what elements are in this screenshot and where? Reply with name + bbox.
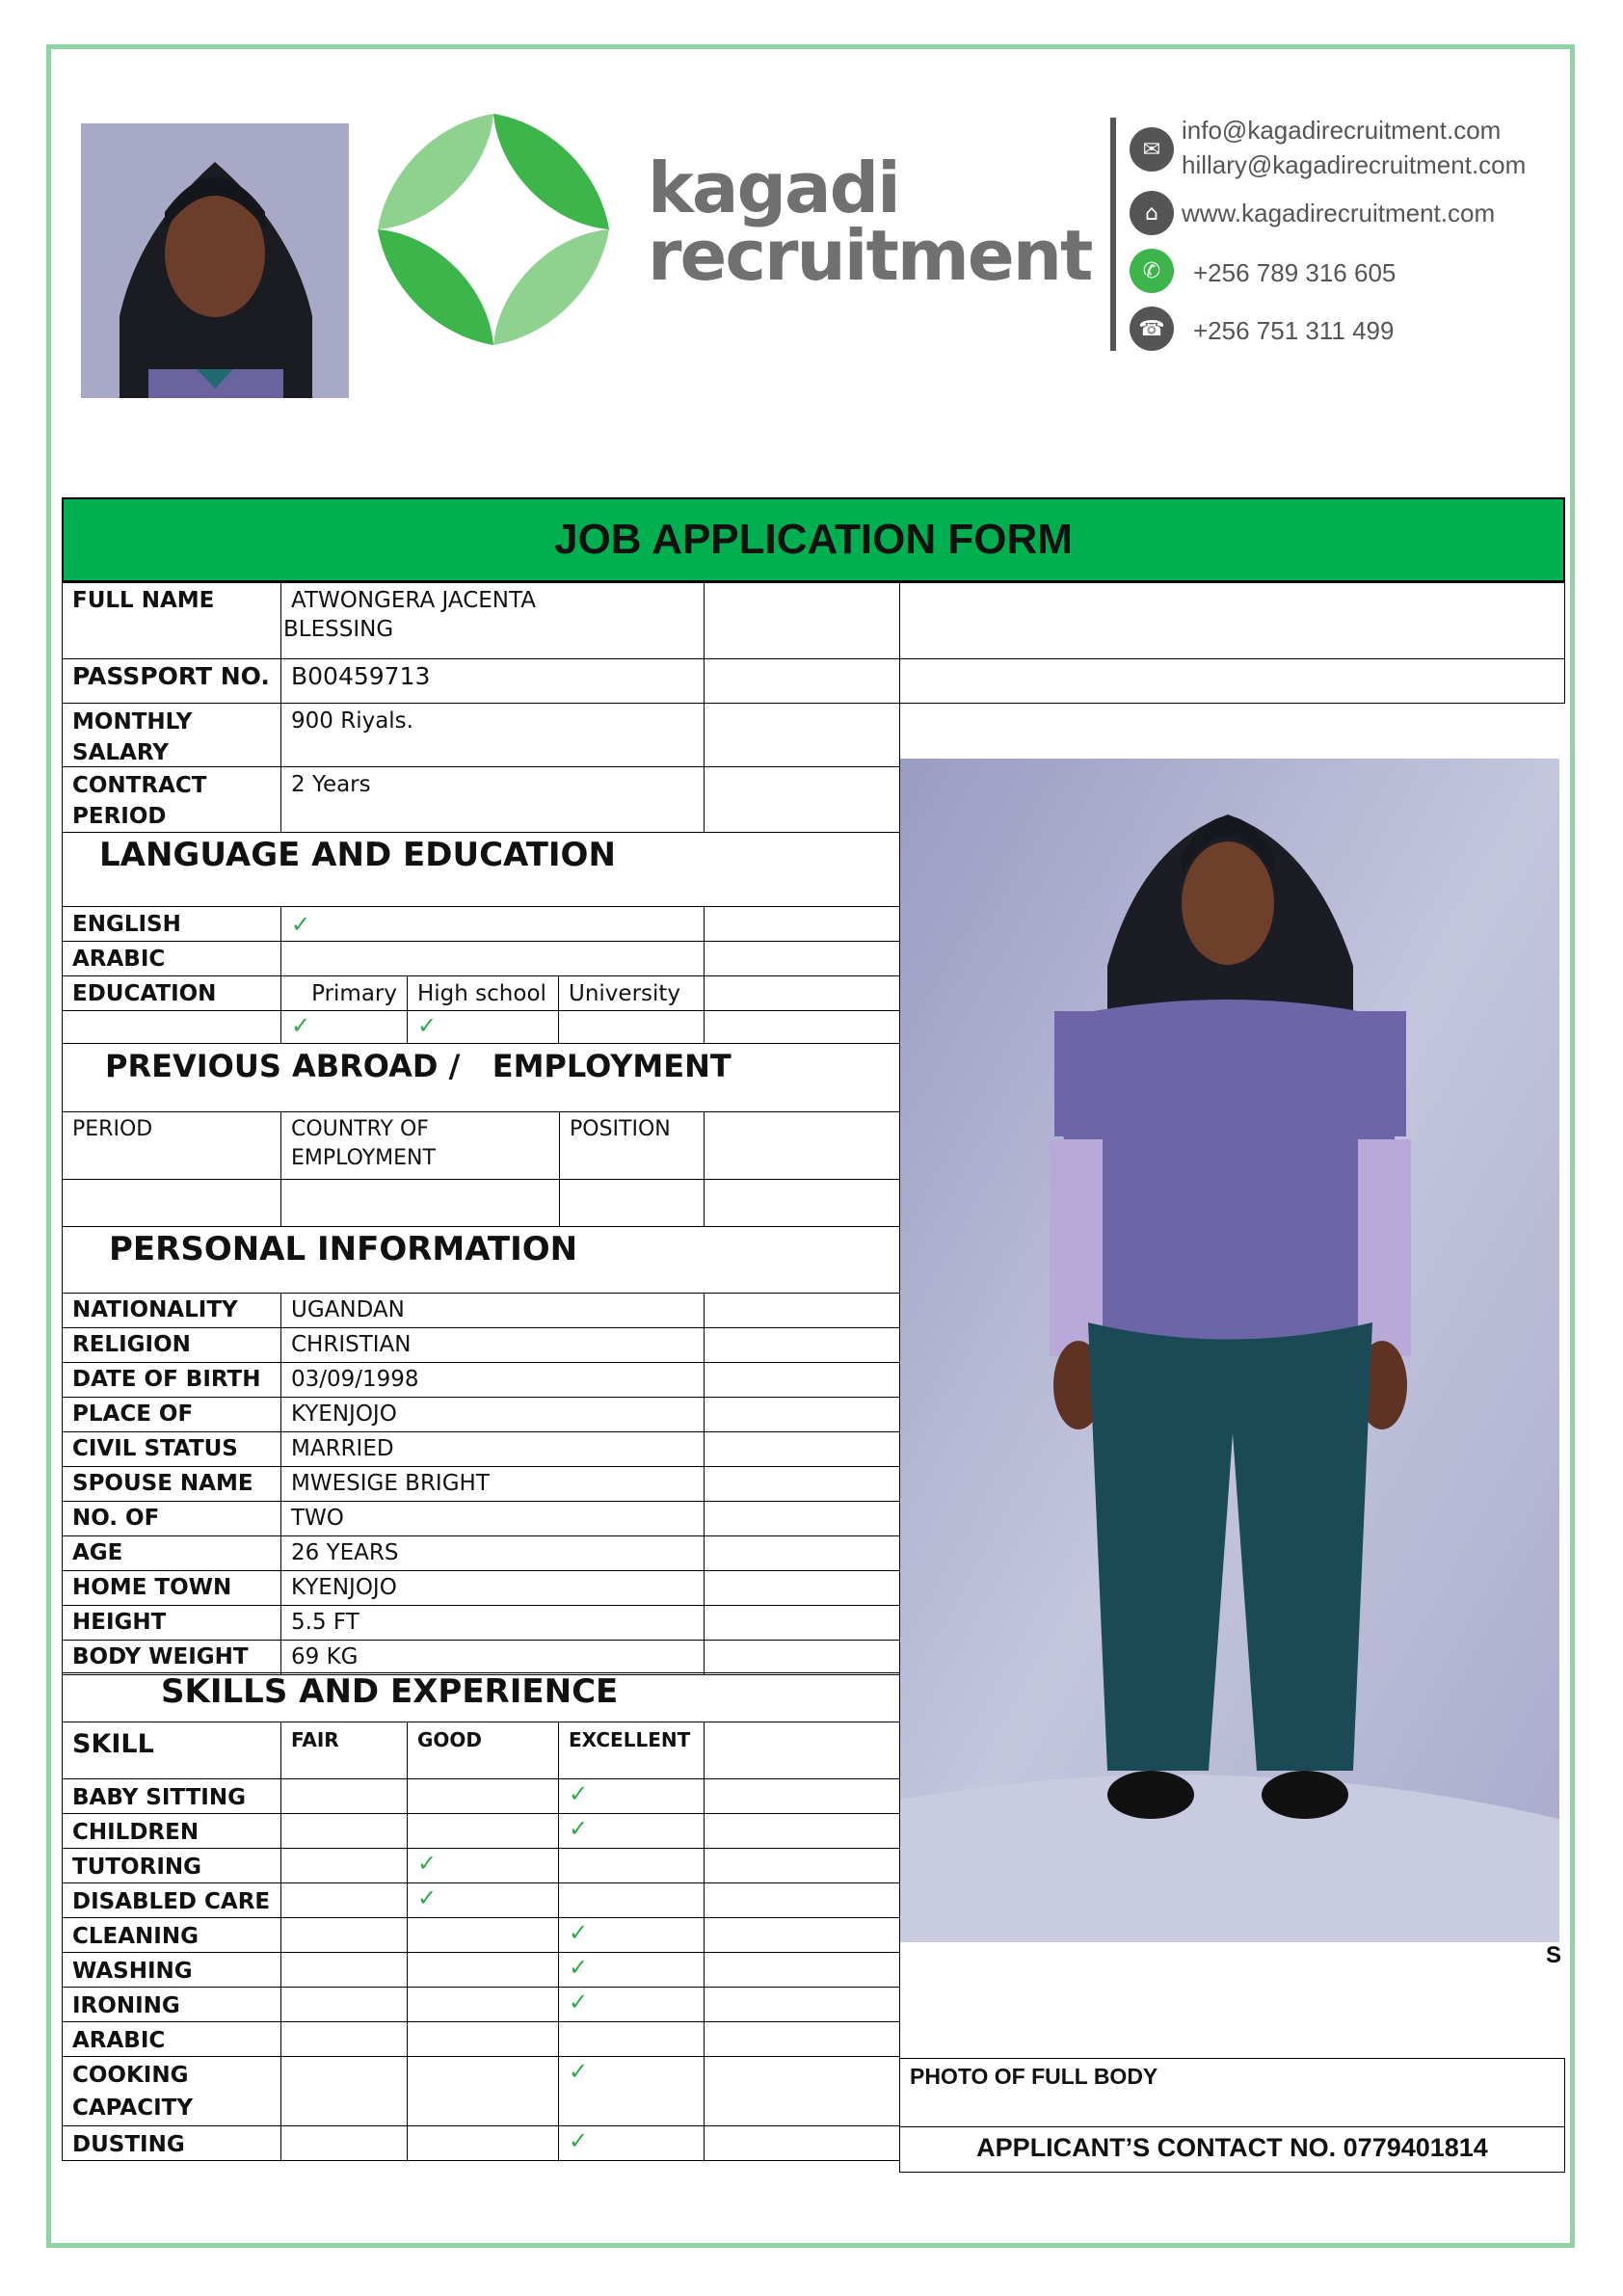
personal-heading: PERSONAL INFORMATION bbox=[62, 1226, 900, 1294]
skill-level-cell bbox=[280, 1813, 408, 1849]
full-body-photo bbox=[900, 759, 1559, 1942]
skill-level-cell bbox=[558, 1987, 705, 2022]
skill-level-cell bbox=[558, 1882, 705, 1918]
check-icon: ✓ bbox=[291, 1012, 311, 1039]
stray-letter: S bbox=[1546, 1942, 1562, 1968]
form-title-banner bbox=[62, 497, 1565, 582]
brand-name bbox=[648, 147, 1092, 296]
personal-value: 5.5 FT bbox=[280, 1605, 705, 1641]
empty-cell bbox=[704, 906, 900, 942]
check-icon: ✓ bbox=[417, 1850, 438, 1877]
empty-cell bbox=[704, 1397, 900, 1432]
skill-level-cell bbox=[407, 1848, 559, 1883]
skill-level-cell bbox=[407, 1987, 559, 2022]
country-header bbox=[280, 1111, 560, 1180]
skill-label bbox=[62, 2021, 281, 2057]
english-check-cell bbox=[280, 906, 705, 942]
skills-heading: SKILLS AND EXPERIENCE bbox=[62, 1672, 900, 1722]
kagadi-logo-icon bbox=[378, 114, 609, 345]
personal-value: KYENJOJO bbox=[280, 1397, 705, 1432]
employment-row-empty bbox=[62, 1179, 281, 1227]
empty-cell bbox=[704, 1010, 900, 1044]
skill-label-line: TUTORING bbox=[72, 1855, 202, 1880]
empty-cell bbox=[704, 1952, 900, 1988]
empty-cell bbox=[704, 1722, 900, 1779]
empty-cell bbox=[704, 1640, 900, 1675]
empty-cell bbox=[704, 975, 900, 1011]
empty-cell bbox=[899, 658, 1565, 704]
full-name-label: FULL NAME bbox=[62, 582, 281, 659]
skill-level-cell bbox=[558, 1848, 705, 1883]
photo-caption: PHOTO OF FULL BODY bbox=[899, 2058, 1565, 2127]
employment-row-empty bbox=[559, 1179, 705, 1227]
personal-label: BODY WEIGHT bbox=[62, 1640, 281, 1675]
personal-label: PLACE OF bbox=[62, 1397, 281, 1432]
fair-header: FAIR bbox=[280, 1722, 408, 1779]
applicant-contact: APPLICANT’S CONTACT NO. 0779401814 bbox=[899, 2126, 1565, 2173]
empty-cell bbox=[704, 1535, 900, 1571]
skill-level-cell bbox=[407, 1778, 559, 1814]
skill-level-cell bbox=[558, 2125, 705, 2161]
skill-label-line: BABY SITTING bbox=[72, 1785, 246, 1810]
skill-level-cell bbox=[407, 2125, 559, 2161]
skill-level-cell bbox=[558, 1917, 705, 1953]
edu-university-check bbox=[558, 1010, 705, 1044]
empty-cell bbox=[899, 582, 1565, 659]
edu-high-school-check bbox=[407, 1010, 559, 1044]
check-icon: ✓ bbox=[417, 1012, 438, 1039]
check-icon: ✓ bbox=[569, 1954, 589, 1981]
skill-level-cell bbox=[280, 1778, 408, 1814]
skill-label bbox=[62, 1952, 281, 1988]
empty-cell bbox=[704, 1362, 900, 1398]
language-heading: LANGUAGE AND EDUCATION bbox=[62, 832, 900, 907]
skill-level-cell bbox=[407, 1813, 559, 1849]
skill-label bbox=[62, 1882, 281, 1918]
full-name-line-2: BLESSING bbox=[283, 617, 394, 642]
empty-cell bbox=[704, 1111, 900, 1180]
arabic-label: ARABIC bbox=[62, 941, 281, 976]
skill-label bbox=[62, 2125, 281, 2161]
skill-level-cell bbox=[280, 2021, 408, 2057]
skill-label-line: COOKING bbox=[72, 2063, 189, 2088]
empty-cell bbox=[704, 941, 900, 976]
skill-label bbox=[62, 1917, 281, 1953]
edu-primary-check bbox=[280, 1010, 408, 1044]
personal-label: HOME TOWN bbox=[62, 1570, 281, 1606]
empty-cell bbox=[704, 1431, 900, 1467]
skill-label-line: WASHING bbox=[72, 1959, 193, 1984]
check-icon: ✓ bbox=[291, 911, 311, 938]
personal-value: 26 YEARS bbox=[280, 1535, 705, 1571]
personal-value: 69 KG bbox=[280, 1640, 705, 1675]
skill-label-line: DUSTING bbox=[72, 2132, 185, 2157]
empty-cell bbox=[704, 582, 900, 659]
skill-label-line: ARABIC bbox=[72, 2028, 166, 2053]
empty-cell bbox=[704, 703, 900, 767]
skill-level-cell bbox=[407, 1952, 559, 1988]
skill-level-cell bbox=[407, 2056, 559, 2126]
skill-label bbox=[62, 1848, 281, 1883]
skill-level-cell bbox=[280, 1952, 408, 1988]
personal-value: 03/09/1998 bbox=[280, 1362, 705, 1398]
empty-cell bbox=[704, 1917, 900, 1953]
skill-level-cell bbox=[558, 1813, 705, 1849]
personal-label: HEIGHT bbox=[62, 1605, 281, 1641]
empty-cell bbox=[704, 1327, 900, 1363]
skill-level-cell bbox=[558, 1952, 705, 1988]
header-divider bbox=[1110, 118, 1116, 351]
empty-cell bbox=[704, 2056, 900, 2126]
check-icon: ✓ bbox=[569, 2058, 589, 2085]
personal-label: DATE OF BIRTH bbox=[62, 1362, 281, 1398]
skill-level-cell bbox=[407, 1882, 559, 1918]
skill-level-cell bbox=[407, 2021, 559, 2057]
country-header-2: EMPLOYMENT bbox=[291, 1146, 436, 1170]
edu-primary: Primary bbox=[280, 975, 408, 1011]
email-icon: ✉ bbox=[1130, 127, 1174, 172]
skill-label-line: CLEANING bbox=[72, 1924, 199, 1949]
empty-cell bbox=[704, 1570, 900, 1606]
passport-photo bbox=[81, 123, 349, 398]
personal-value: TWO bbox=[280, 1501, 705, 1536]
form-title: JOB APPLICATION FORM bbox=[554, 516, 1073, 563]
empty-cell bbox=[704, 1813, 900, 1849]
skill-header: SKILL bbox=[62, 1722, 281, 1779]
employment-heading: PREVIOUS ABROAD / EMPLOYMENT bbox=[62, 1043, 900, 1112]
personal-label: SPOUSE NAME bbox=[62, 1466, 281, 1502]
empty-cell bbox=[704, 2125, 900, 2161]
brand-line-2: recruitment bbox=[648, 215, 1092, 296]
empty-cell bbox=[704, 1605, 900, 1641]
personal-value: CHRISTIAN bbox=[280, 1327, 705, 1363]
check-icon: ✓ bbox=[569, 1919, 589, 1946]
position-header: POSITION bbox=[559, 1111, 705, 1180]
empty-cell bbox=[704, 766, 900, 833]
empty-cell bbox=[62, 1010, 281, 1044]
skill-label-line: DISABLED CARE bbox=[72, 1889, 271, 1914]
good-header: GOOD bbox=[407, 1722, 559, 1779]
contract-label-1: CONTRACT bbox=[72, 773, 207, 798]
skill-label bbox=[62, 1987, 281, 2022]
salary-label-2: SALARY bbox=[72, 740, 169, 765]
skill-level-cell bbox=[280, 1917, 408, 1953]
edu-university: University bbox=[558, 975, 705, 1011]
contract-label-2: PERIOD bbox=[72, 804, 167, 829]
email-1[interactable]: info@kagadirecruitment.com bbox=[1182, 116, 1502, 145]
edu-high-school: High school bbox=[407, 975, 559, 1011]
check-icon: ✓ bbox=[569, 1780, 589, 1807]
skill-level-cell bbox=[558, 1778, 705, 1814]
empty-cell bbox=[704, 1987, 900, 2022]
empty-cell bbox=[704, 1501, 900, 1536]
employment-row-empty bbox=[280, 1179, 560, 1227]
personal-value: UGANDAN bbox=[280, 1293, 705, 1328]
skill-label-line: CHILDREN bbox=[72, 1820, 200, 1845]
personal-label: NATIONALITY bbox=[62, 1293, 281, 1328]
phone-call[interactable]: +256 751 311 499 bbox=[1193, 316, 1395, 345]
arabic-value bbox=[280, 941, 705, 976]
empty-cell bbox=[704, 1848, 900, 1883]
home-icon: ⌂ bbox=[1130, 191, 1174, 235]
check-icon: ✓ bbox=[569, 1815, 589, 1842]
empty-cell bbox=[704, 658, 900, 704]
skill-label bbox=[62, 1813, 281, 1849]
passport-value: B00459713 bbox=[280, 658, 705, 704]
education-label: EDUCATION bbox=[62, 975, 281, 1011]
personal-value: MWESIGE BRIGHT bbox=[280, 1466, 705, 1502]
personal-label: AGE bbox=[62, 1535, 281, 1571]
salary-value: 900 Riyals. bbox=[280, 703, 705, 767]
check-icon: ✓ bbox=[569, 2127, 589, 2154]
email-2[interactable]: hillary@kagadirecruitment.com bbox=[1182, 150, 1527, 179]
country-header-1: COUNTRY OF bbox=[291, 1117, 429, 1141]
brand-line-1: kagadi bbox=[648, 147, 899, 228]
skill-label bbox=[62, 2056, 281, 2126]
skill-level-cell bbox=[280, 1848, 408, 1883]
skill-level-cell bbox=[280, 1987, 408, 2022]
empty-cell bbox=[704, 1293, 900, 1328]
contract-value: 2 Years bbox=[280, 766, 705, 833]
skill-level-cell bbox=[280, 2056, 408, 2126]
check-icon: ✓ bbox=[417, 1884, 438, 1911]
skill-level-cell bbox=[407, 1917, 559, 1953]
skill-level-cell bbox=[558, 2056, 705, 2126]
employment-row-empty bbox=[704, 1179, 900, 1227]
skill-label bbox=[62, 1778, 281, 1814]
excellent-header: EXCELLENT bbox=[558, 1722, 705, 1779]
salary-label bbox=[62, 703, 281, 767]
personal-label: RELIGION bbox=[62, 1327, 281, 1363]
phone-whatsapp[interactable]: +256 789 316 605 bbox=[1193, 258, 1397, 287]
personal-label: NO. OF bbox=[62, 1501, 281, 1536]
empty-cell bbox=[704, 1882, 900, 1918]
full-name-line-1: ATWONGERA JACENTA bbox=[291, 588, 536, 613]
empty-cell bbox=[704, 2021, 900, 2057]
website[interactable]: www.kagadirecruitment.com bbox=[1182, 199, 1496, 227]
passport-label: PASSPORT NO. bbox=[62, 658, 281, 704]
personal-label: CIVIL STATUS bbox=[62, 1431, 281, 1467]
full-name-value bbox=[280, 582, 705, 659]
skill-label-line: IRONING bbox=[72, 1993, 180, 2018]
personal-value: KYENJOJO bbox=[280, 1570, 705, 1606]
check-icon: ✓ bbox=[569, 1989, 589, 2016]
english-label: ENGLISH bbox=[62, 906, 281, 942]
contract-label bbox=[62, 766, 281, 833]
period-header: PERIOD bbox=[62, 1111, 281, 1180]
salary-label-1: MONTHLY bbox=[72, 709, 193, 734]
personal-value: MARRIED bbox=[280, 1431, 705, 1467]
skill-level-cell bbox=[558, 2021, 705, 2057]
phone-icon: ☎ bbox=[1130, 307, 1174, 351]
skill-level-cell bbox=[280, 2125, 408, 2161]
whatsapp-icon: ✆ bbox=[1130, 249, 1174, 293]
skill-label-line-2: CAPACITY bbox=[72, 2096, 194, 2121]
empty-cell bbox=[704, 1466, 900, 1502]
skill-level-cell bbox=[280, 1882, 408, 1918]
empty-cell bbox=[704, 1778, 900, 1814]
